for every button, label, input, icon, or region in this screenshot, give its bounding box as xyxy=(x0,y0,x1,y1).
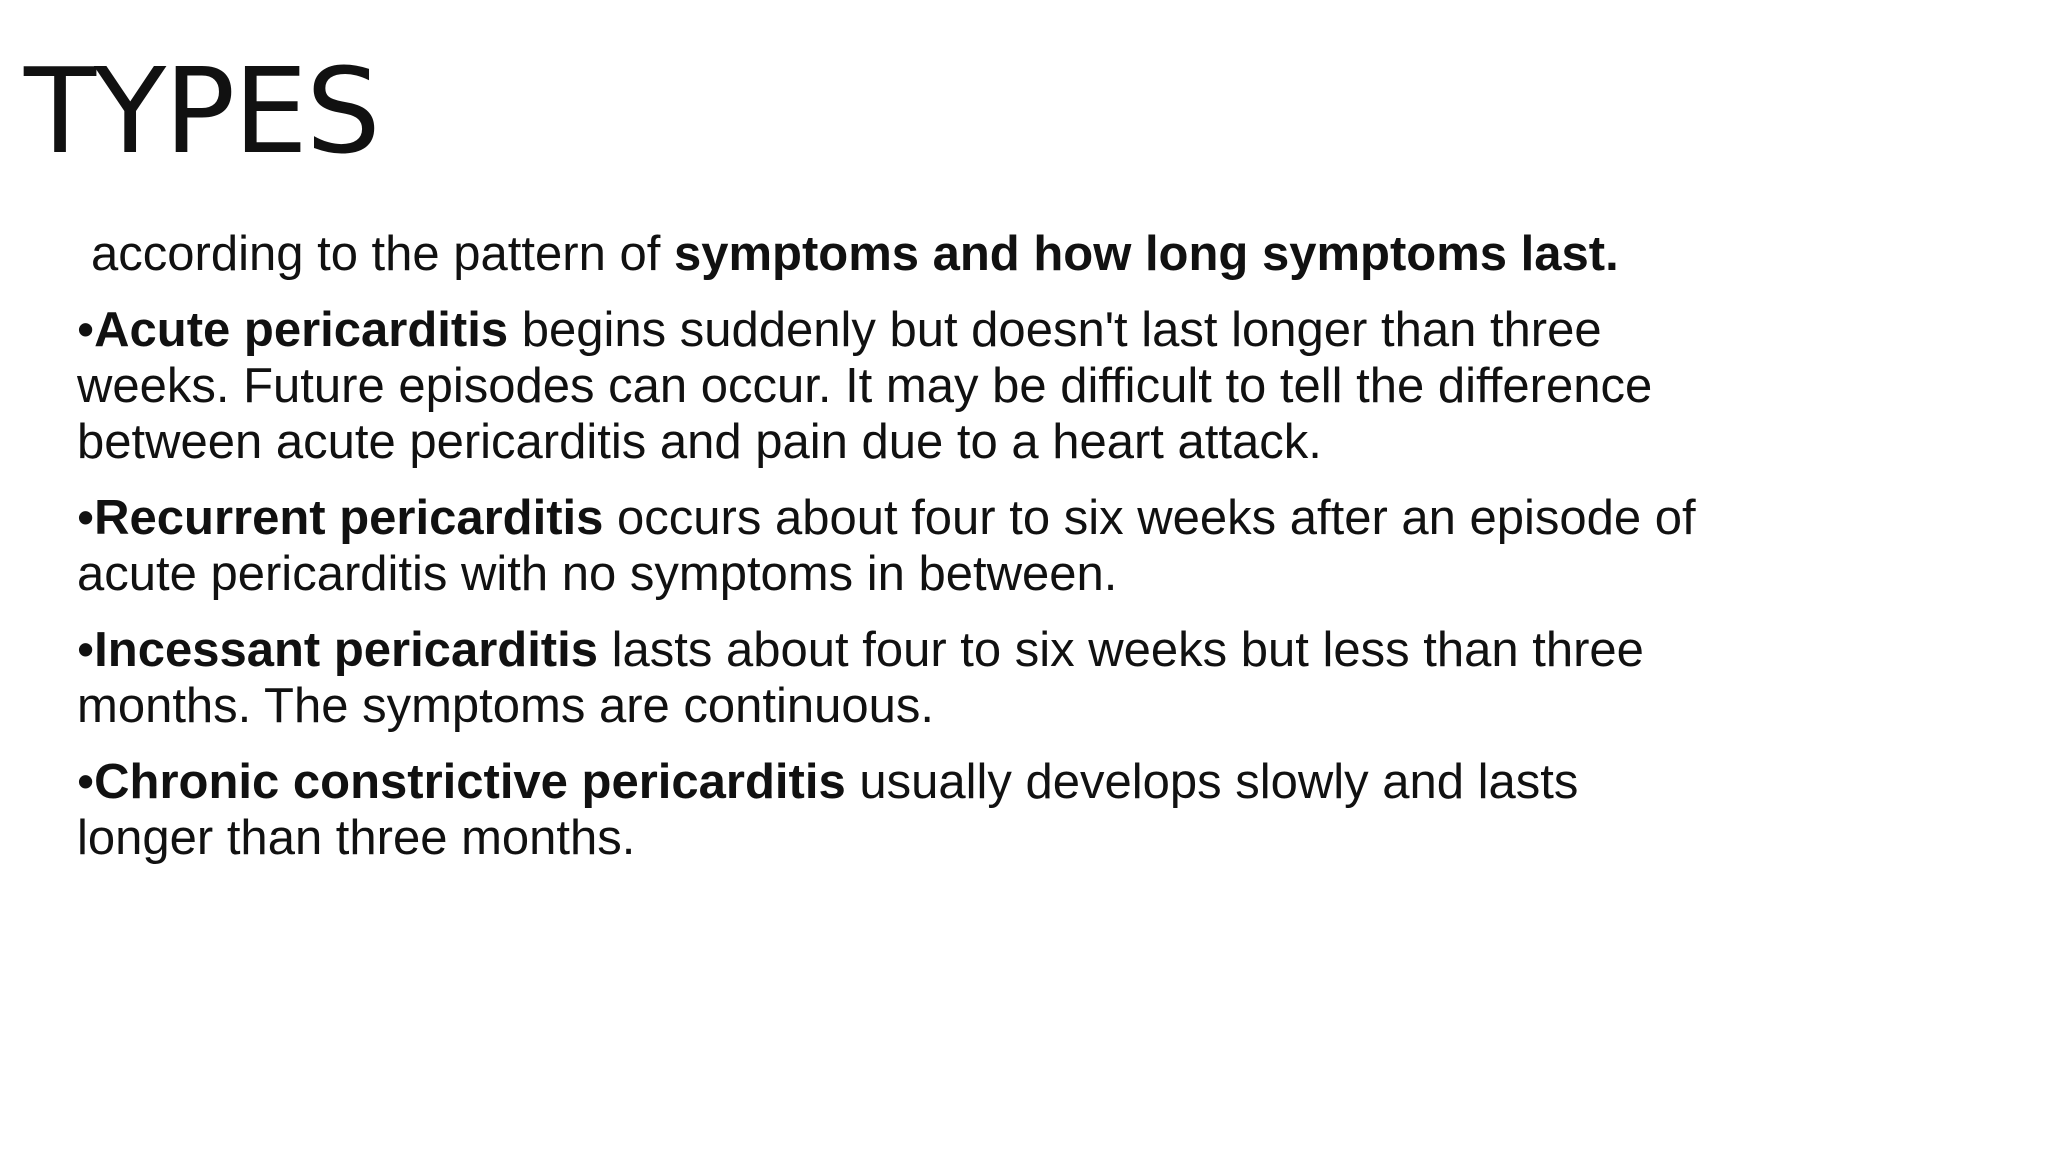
intro-bold-text: symptoms and how long symptoms last. xyxy=(673,227,1619,281)
bullet-line: weeks. Future episodes can occur. It may be difficult to tell the difference xyxy=(77,359,1653,413)
slide-content xyxy=(77,226,1837,886)
bullet-line xyxy=(77,302,1837,358)
bullet-text: occurs about four to six weeks after an episode of xyxy=(603,491,1696,545)
bullet-line: longer than three months. xyxy=(77,811,636,865)
bullet-marker: • xyxy=(77,623,95,677)
bullet-term: Recurrent pericarditis xyxy=(94,491,604,545)
bullet-text: begins suddenly but doesn't last longer than three xyxy=(508,303,1602,357)
bullet-line: months. The symptoms are continuous. xyxy=(77,679,934,733)
intro-paragraph xyxy=(91,226,1837,282)
slide-title: TYPES xyxy=(24,42,379,180)
bullet-marker: • xyxy=(77,491,95,545)
bullet-acute xyxy=(77,302,1837,470)
bullet-recurrent xyxy=(77,490,1837,602)
bullet-text: lasts about four to six weeks but less than three xyxy=(598,623,1644,677)
bullet-text: usually develops slowly and lasts xyxy=(845,755,1579,809)
bullet-line xyxy=(77,490,1837,546)
bullet-incessant xyxy=(77,622,1837,734)
bullet-line: acute pericarditis with no symptoms in between. xyxy=(77,547,1118,601)
bullet-marker: • xyxy=(77,303,95,357)
bullet-line xyxy=(77,622,1837,678)
bullet-term: Incessant pericarditis xyxy=(94,623,598,677)
bullet-chronic-constrictive xyxy=(77,754,1837,866)
bullet-term: Chronic constrictive pericarditis xyxy=(94,755,846,809)
bullet-line xyxy=(77,754,1837,810)
bullet-term: Acute pericarditis xyxy=(94,303,509,357)
bullet-line: between acute pericarditis and pain due to a heart attack. xyxy=(77,415,1322,469)
bullet-marker: • xyxy=(77,755,95,809)
intro-text: according to the pattern of xyxy=(91,227,674,281)
